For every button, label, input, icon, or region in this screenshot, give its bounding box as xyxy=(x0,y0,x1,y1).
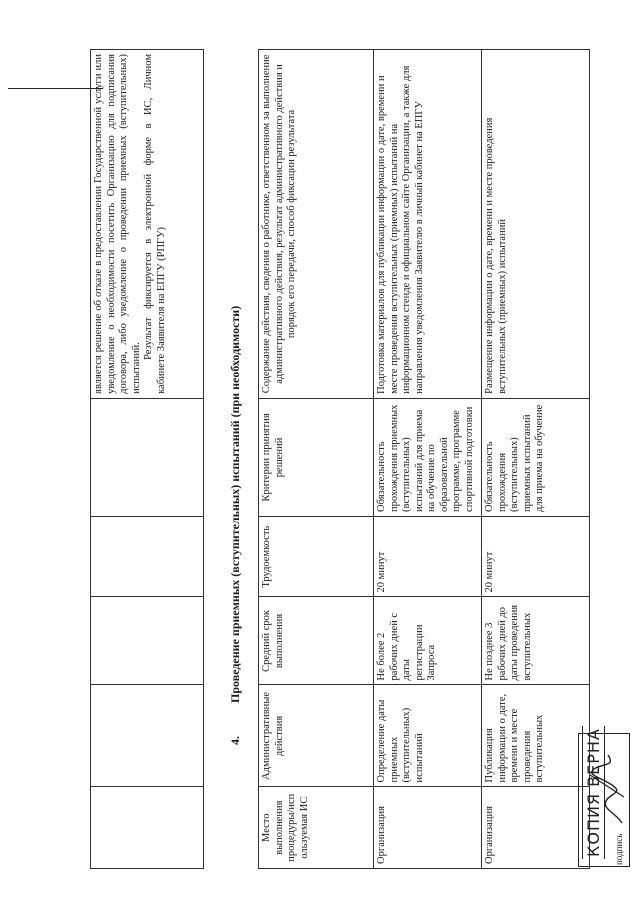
table-cell xyxy=(91,685,204,787)
table-cell xyxy=(91,516,204,597)
table-header-row xyxy=(259,50,374,869)
stamp-title: КОПИЯ ВЕРНА xyxy=(584,728,603,857)
criteria-cell: Обязательность прохождения (вступительных) приемных испытаний для приема на обучение xyxy=(482,398,590,516)
content-cell: Размещение информации о дате, времени и месте проведения вступительных (приемных) испытаний xyxy=(482,50,590,399)
continuation-row xyxy=(91,50,204,869)
effort-cell: 20 минут xyxy=(374,516,482,597)
action-cell: Публикация информации о дате, времени и месте проведения вступительных xyxy=(482,685,590,787)
copy-verified-stamp xyxy=(572,728,640,867)
criteria-cell: Обязательность прохождения приемных (вступительных) испытаний для приема на обучение по образовательной программе, программе спортивной подготовки xyxy=(374,398,482,516)
column-header: Средний срок выполнения xyxy=(259,597,374,685)
place-cell: Организация xyxy=(374,787,482,869)
continuation-text-1: является решение об отказе в предоставлении Государственной услуги или уведомление о необходимости посетить Организацию для подписания договора, либо уведомление о проведении приемных (вступительных) испытаний. xyxy=(93,54,142,394)
column-header: Место выполнения процедуры/исп ользуемая ИС xyxy=(259,787,374,869)
action-cell: Определение даты приемных (вступительных) испытаний xyxy=(374,685,482,787)
column-header: Трудоемкость xyxy=(259,516,374,597)
continuation-text-2: Результат фиксируется в электронной форме в ИС, Личном кабинете Заявителя на ЕПГУ (РПГУ) xyxy=(143,54,167,394)
page-footer-rule xyxy=(8,88,103,89)
table-cell xyxy=(91,398,204,516)
column-header: Административные действия xyxy=(259,685,374,787)
term-cell: Не более 2 рабочих дней с даты регистрации Запроса xyxy=(374,597,482,685)
continuation-text-cell xyxy=(91,50,204,399)
content-cell: Подготовка материалов для публикации информации о дате, времени и месте проведения вступительных (приемных) испытаний на информационном стенде и официальном сайте Организации, а также для направления уведомления Заявителю в личный кабинет на ЕПГУ xyxy=(374,50,482,399)
section-title: Проведение приемных (вступительных) испытаний (при необходимости) xyxy=(228,305,242,703)
column-header: Критерии принятия решений xyxy=(259,398,374,516)
effort-cell: 20 минут xyxy=(482,516,590,597)
place-cell: Организация xyxy=(482,787,590,869)
column-header: Содержание действия, сведения о работнике, ответственном за выполнение административного действия, результат административного действия и порядок его передачи, способ фиксации результата xyxy=(259,50,374,399)
section-number: 4. xyxy=(228,736,242,745)
procedure-table xyxy=(258,49,590,869)
section-heading xyxy=(228,306,243,745)
stamp-sign-label: подпись xyxy=(614,833,624,865)
continuation-table xyxy=(90,49,204,869)
table-cell xyxy=(91,787,204,869)
signature-icon xyxy=(572,747,632,827)
term-cell: Не позднее 3 рабочих дней до даты проведения вступительных xyxy=(482,597,590,685)
table-row xyxy=(374,50,482,869)
table-cell xyxy=(91,597,204,685)
